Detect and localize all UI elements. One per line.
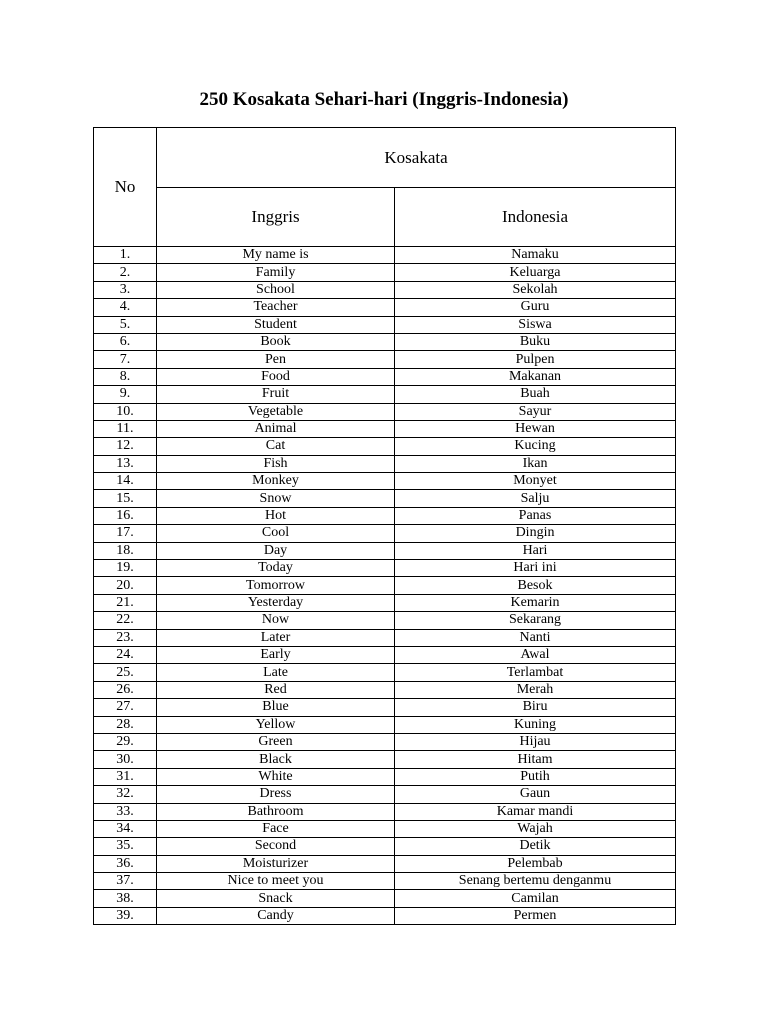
header-indonesia: Indonesia [395, 188, 676, 247]
word-inggris: Teacher [157, 299, 395, 316]
table-row [94, 873, 676, 890]
table-row [94, 473, 676, 490]
table-row [94, 786, 676, 803]
word-inggris: Green [157, 733, 395, 750]
row-number: 17. [94, 525, 157, 542]
word-indonesia: Buah [395, 386, 676, 403]
word-inggris: Cat [157, 438, 395, 455]
word-indonesia: Monyet [395, 473, 676, 490]
word-inggris: My name is [157, 247, 395, 264]
word-inggris: Tomorrow [157, 577, 395, 594]
table-row [94, 577, 676, 594]
row-number: 34. [94, 820, 157, 837]
word-indonesia: Pulpen [395, 351, 676, 368]
table-row [94, 855, 676, 872]
word-inggris: Vegetable [157, 403, 395, 420]
table-row [94, 542, 676, 559]
word-inggris: Snack [157, 890, 395, 907]
table-row [94, 438, 676, 455]
row-number: 20. [94, 577, 157, 594]
word-inggris: Nice to meet you [157, 873, 395, 890]
word-inggris: Bathroom [157, 803, 395, 820]
table-row [94, 646, 676, 663]
row-number: 16. [94, 507, 157, 524]
word-indonesia: Hari ini [395, 560, 676, 577]
word-inggris: White [157, 768, 395, 785]
word-indonesia: Hijau [395, 733, 676, 750]
word-indonesia: Buku [395, 333, 676, 350]
table-row [94, 264, 676, 281]
row-number: 25. [94, 664, 157, 681]
word-indonesia: Gaun [395, 786, 676, 803]
table-row [94, 612, 676, 629]
header-inggris: Inggris [157, 188, 395, 247]
row-number: 10. [94, 403, 157, 420]
word-inggris: Second [157, 838, 395, 855]
table-row [94, 455, 676, 472]
word-indonesia: Terlambat [395, 664, 676, 681]
word-indonesia: Namaku [395, 247, 676, 264]
word-indonesia: Sekarang [395, 612, 676, 629]
word-inggris: Dress [157, 786, 395, 803]
row-number: 31. [94, 768, 157, 785]
word-indonesia: Besok [395, 577, 676, 594]
table-row [94, 907, 676, 924]
table-row [94, 768, 676, 785]
row-number: 4. [94, 299, 157, 316]
table-row [94, 751, 676, 768]
word-indonesia: Merah [395, 681, 676, 698]
word-indonesia: Putih [395, 768, 676, 785]
row-number: 37. [94, 873, 157, 890]
word-inggris: Snow [157, 490, 395, 507]
word-indonesia: Guru [395, 299, 676, 316]
word-inggris: Fish [157, 455, 395, 472]
word-indonesia: Biru [395, 699, 676, 716]
word-indonesia: Siswa [395, 316, 676, 333]
page-title: 250 Kosakata Sehari-hari (Inggris-Indonesia) [199, 89, 569, 110]
header-kosakata: Kosakata [157, 128, 676, 188]
row-number: 19. [94, 560, 157, 577]
table-row [94, 803, 676, 820]
table-row [94, 890, 676, 907]
word-indonesia: Wajah [395, 820, 676, 837]
word-inggris: Student [157, 316, 395, 333]
word-inggris: Hot [157, 507, 395, 524]
word-inggris: Book [157, 333, 395, 350]
word-inggris: School [157, 281, 395, 298]
word-inggris: Black [157, 751, 395, 768]
word-indonesia: Camilan [395, 890, 676, 907]
row-number: 21. [94, 594, 157, 611]
word-inggris: Monkey [157, 473, 395, 490]
row-number: 5. [94, 316, 157, 333]
table-row [94, 838, 676, 855]
word-indonesia: Nanti [395, 629, 676, 646]
word-indonesia: Kamar mandi [395, 803, 676, 820]
row-number: 36. [94, 855, 157, 872]
table-row [94, 420, 676, 437]
row-number: 14. [94, 473, 157, 490]
row-number: 39. [94, 907, 157, 924]
row-number: 3. [94, 281, 157, 298]
table-row [94, 490, 676, 507]
row-number: 29. [94, 733, 157, 750]
row-number: 1. [94, 247, 157, 264]
word-indonesia: Hari [395, 542, 676, 559]
word-indonesia: Sekolah [395, 281, 676, 298]
word-indonesia: Permen [395, 907, 676, 924]
word-inggris: Late [157, 664, 395, 681]
table-row [94, 507, 676, 524]
row-number: 24. [94, 646, 157, 663]
word-indonesia: Sayur [395, 403, 676, 420]
row-number: 26. [94, 681, 157, 698]
word-inggris: Moisturizer [157, 855, 395, 872]
row-number: 9. [94, 386, 157, 403]
row-number: 13. [94, 455, 157, 472]
table-row [94, 386, 676, 403]
row-number: 12. [94, 438, 157, 455]
word-inggris: Red [157, 681, 395, 698]
table-row [94, 403, 676, 420]
row-number: 27. [94, 699, 157, 716]
table-row [94, 316, 676, 333]
row-number: 33. [94, 803, 157, 820]
word-indonesia: Salju [395, 490, 676, 507]
word-inggris: Early [157, 646, 395, 663]
word-inggris: Pen [157, 351, 395, 368]
word-indonesia: Pelembab [395, 855, 676, 872]
table-row [94, 699, 676, 716]
row-number: 35. [94, 838, 157, 855]
row-number: 7. [94, 351, 157, 368]
header-no: No [94, 128, 157, 247]
table-row [94, 664, 676, 681]
table-row [94, 681, 676, 698]
table-row [94, 299, 676, 316]
table-row [94, 351, 676, 368]
word-inggris: Later [157, 629, 395, 646]
word-inggris: Candy [157, 907, 395, 924]
table-row [94, 281, 676, 298]
word-inggris: Cool [157, 525, 395, 542]
row-number: 30. [94, 751, 157, 768]
table-row [94, 733, 676, 750]
word-inggris: Day [157, 542, 395, 559]
word-indonesia: Keluarga [395, 264, 676, 281]
vocabulary-table [93, 127, 676, 925]
row-number: 18. [94, 542, 157, 559]
table-body [94, 247, 676, 925]
word-inggris: Blue [157, 699, 395, 716]
row-number: 6. [94, 333, 157, 350]
word-indonesia: Senang bertemu denganmu [395, 873, 676, 890]
word-indonesia: Panas [395, 507, 676, 524]
table-row [94, 333, 676, 350]
word-inggris: Family [157, 264, 395, 281]
word-indonesia: Awal [395, 646, 676, 663]
word-indonesia: Kuning [395, 716, 676, 733]
table-header [94, 128, 676, 247]
table-row [94, 247, 676, 264]
word-indonesia: Detik [395, 838, 676, 855]
word-inggris: Yellow [157, 716, 395, 733]
table-row [94, 820, 676, 837]
row-number: 38. [94, 890, 157, 907]
row-number: 23. [94, 629, 157, 646]
row-number: 15. [94, 490, 157, 507]
word-indonesia: Hewan [395, 420, 676, 437]
table-row [94, 560, 676, 577]
table-row [94, 716, 676, 733]
row-number: 2. [94, 264, 157, 281]
row-number: 8. [94, 368, 157, 385]
word-indonesia: Hitam [395, 751, 676, 768]
word-inggris: Animal [157, 420, 395, 437]
row-number: 22. [94, 612, 157, 629]
word-inggris: Face [157, 820, 395, 837]
table-row [94, 525, 676, 542]
word-indonesia: Dingin [395, 525, 676, 542]
table-row [94, 368, 676, 385]
table-row [94, 629, 676, 646]
word-indonesia: Kucing [395, 438, 676, 455]
word-inggris: Fruit [157, 386, 395, 403]
word-inggris: Food [157, 368, 395, 385]
word-indonesia: Makanan [395, 368, 676, 385]
word-indonesia: Ikan [395, 455, 676, 472]
word-indonesia: Kemarin [395, 594, 676, 611]
word-inggris: Now [157, 612, 395, 629]
row-number: 11. [94, 420, 157, 437]
row-number: 28. [94, 716, 157, 733]
word-inggris: Yesterday [157, 594, 395, 611]
word-inggris: Today [157, 560, 395, 577]
table-row [94, 594, 676, 611]
row-number: 32. [94, 786, 157, 803]
